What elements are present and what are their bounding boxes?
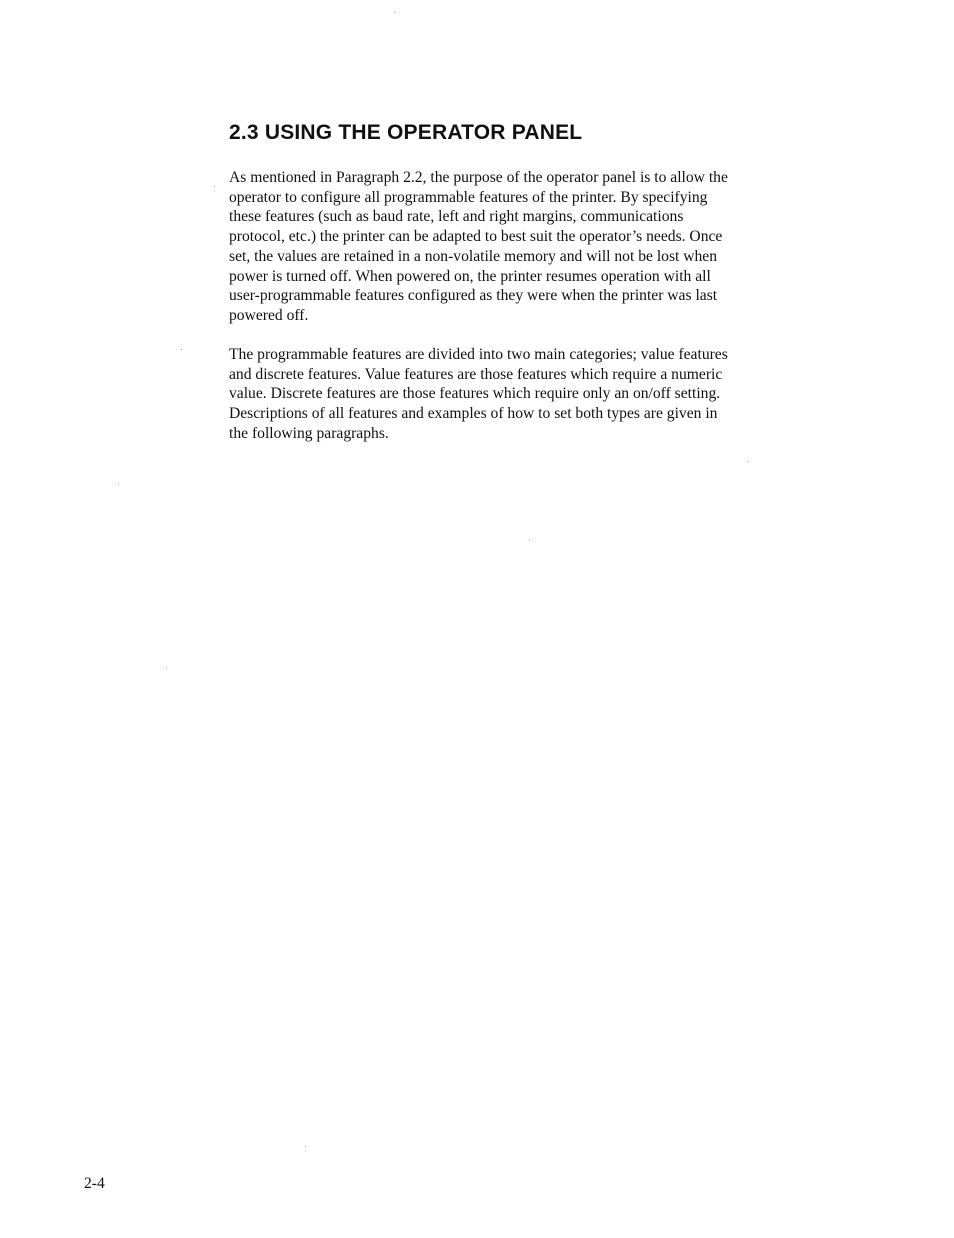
paragraph-line: operator to configure all programmable features of the printer. By specifying <box>229 188 708 206</box>
scan-speck <box>118 483 119 484</box>
scan-speck <box>529 539 530 540</box>
scan-speck <box>181 349 182 350</box>
paragraph-line: protocol, etc.) the printer can be adapted to best suit the operator’s needs. Once <box>229 228 723 246</box>
paragraph-line: The programmable features are divided into two main categories; value features <box>229 346 728 363</box>
paragraph-line: powered off. <box>229 306 309 324</box>
paragraph-line: value. Discrete features are those features which require only an on/off setting. <box>229 385 721 403</box>
paragraph-feature-categories <box>229 345 789 444</box>
paragraph-line: the following paragraphs. <box>229 424 389 442</box>
scan-speck <box>214 186 215 187</box>
page-number: 2-4 <box>84 1175 105 1192</box>
paragraph-line: user-programmable features configured as they were when the printer was last <box>229 287 718 305</box>
scan-speck <box>394 12 395 13</box>
paragraph-line: Descriptions of all features and examples of how to set both types are given in <box>229 405 718 423</box>
section-heading: 2.3 USING THE OPERATOR PANEL <box>229 121 583 144</box>
paragraph-line: and discrete features. Value features are those features which require a numeric <box>229 365 723 383</box>
paragraph-line: these features (such as baud rate, left and right margins, communications <box>229 208 684 226</box>
paragraph-operator-panel-purpose <box>229 168 789 326</box>
paragraph-line: As mentioned in Paragraph 2.2, the purpose of the operator panel is to allow the <box>229 169 728 186</box>
scan-speck <box>747 461 748 462</box>
paragraph-line: set, the values are retained in a non-volatile memory and will not be lost when <box>229 247 718 265</box>
paragraph-line: power is turned off. When powered on, the printer resumes operation with all <box>229 267 711 285</box>
scan-speck <box>166 668 167 669</box>
scan-speck <box>305 1146 306 1147</box>
